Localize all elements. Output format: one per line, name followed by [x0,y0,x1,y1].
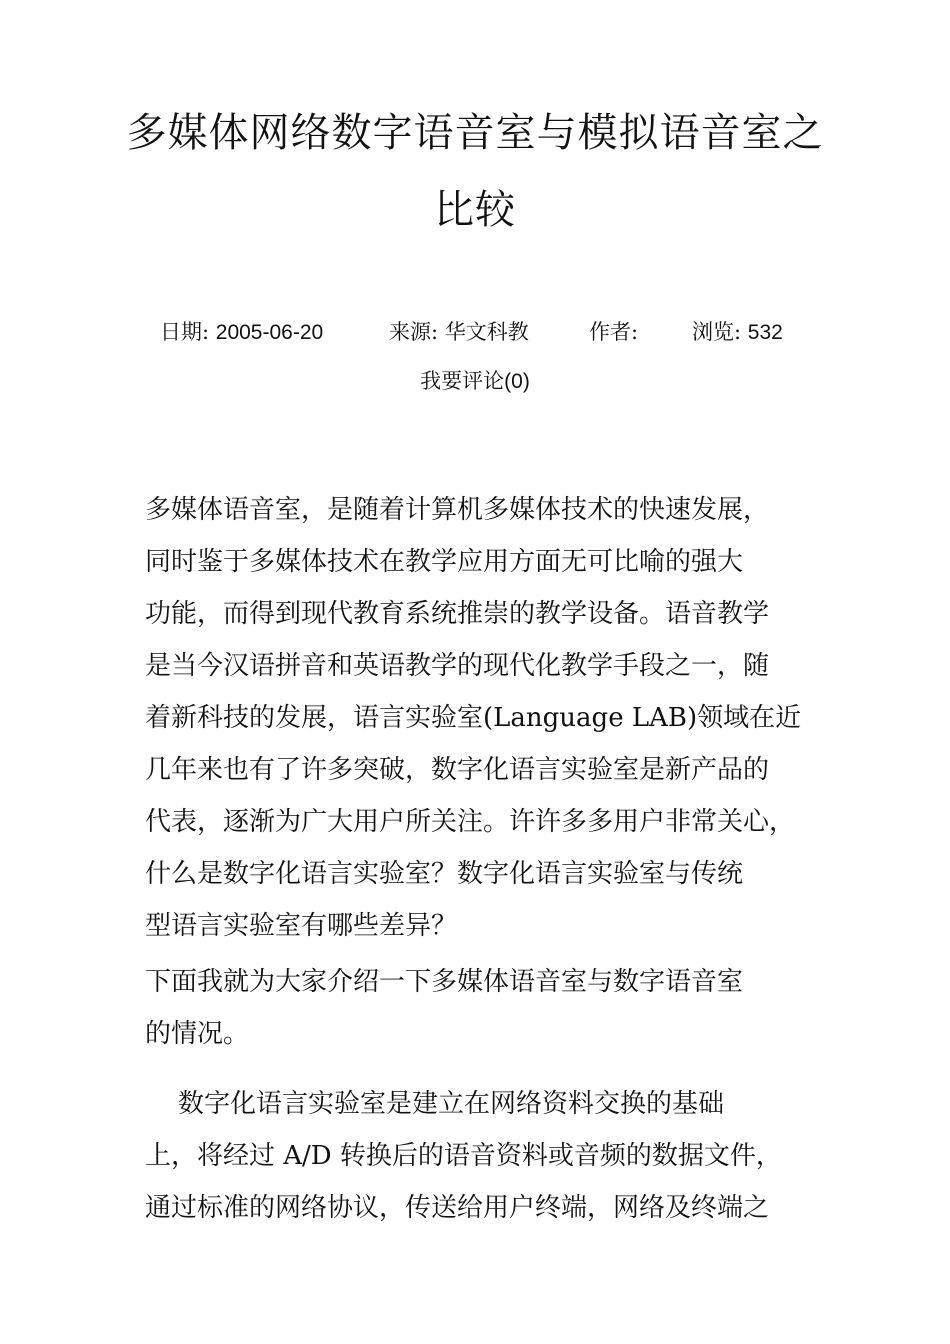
article-title-line-1: 多媒体网络数字语音室与模拟语音室之 [126,110,824,156]
paragraph-line: 型语言实验室有哪些差异？ [145,911,458,941]
comment-label: 我要评论 [420,369,505,393]
paragraph-line: 下面我就为大家介绍一下多媒体语音室与数字语音室 [145,967,744,997]
article-meta [0,318,950,346]
paragraph-line: 上，将经过 A/D 转换后的语音资料或音频的数据文件， [145,1141,782,1171]
paragraph-line: 多媒体语音室，是随着计算机多媒体技术的快速发展， [145,495,770,525]
paragraph-line: 什么是数字化语言实验室？数字化语言实验室与传统 [145,859,744,889]
meta-author [589,318,638,346]
comment-count: (0) [504,370,530,393]
article-title-line-2: 比较 [434,187,516,233]
paragraph-1 [145,484,815,952]
meta-date [160,318,323,347]
paragraph-2 [145,956,815,1060]
comment-link[interactable] [0,367,950,396]
paragraph-line: 数字化语言实验室是建立在网络资料交换的基础 [145,1089,725,1119]
meta-date-value: 2005-06-20 [215,321,324,344]
paragraph-line: 代表，逐渐为广大用户所关注。许许多多用户非常关心， [145,807,796,837]
paragraph-line: 是当今汉语拼音和英语教学的现代化教学手段之一，随 [145,651,770,681]
paragraph-line: 几年来也有了许多突破，数字化语言实验室是新产品的 [145,755,770,785]
meta-views-value: 532 [747,321,783,344]
meta-source [389,318,529,346]
meta-views [692,318,783,347]
meta-source-value: 华文科教 [444,320,529,344]
meta-views-label: 浏览: [692,320,748,344]
paragraph-line: 同时鉴于多媒体技术在教学应用方面无可比喻的强大 [145,547,744,577]
meta-author-label: 作者: [589,320,639,344]
paragraph-line: 着新科技的发展，语言实验室(Language LAB)领域在近 [145,703,802,733]
paragraph-3 [145,1078,815,1234]
paragraph-line: 通过标准的网络协议，传送给用户终端，网络及终端之 [145,1193,770,1223]
paragraph-line: 的情况。 [145,1019,250,1049]
paragraph-line: 功能，而得到现代教育系统推崇的教学设备。语音教学 [145,599,770,629]
meta-date-label: 日期: [160,320,216,344]
meta-source-label: 来源: [389,320,445,344]
